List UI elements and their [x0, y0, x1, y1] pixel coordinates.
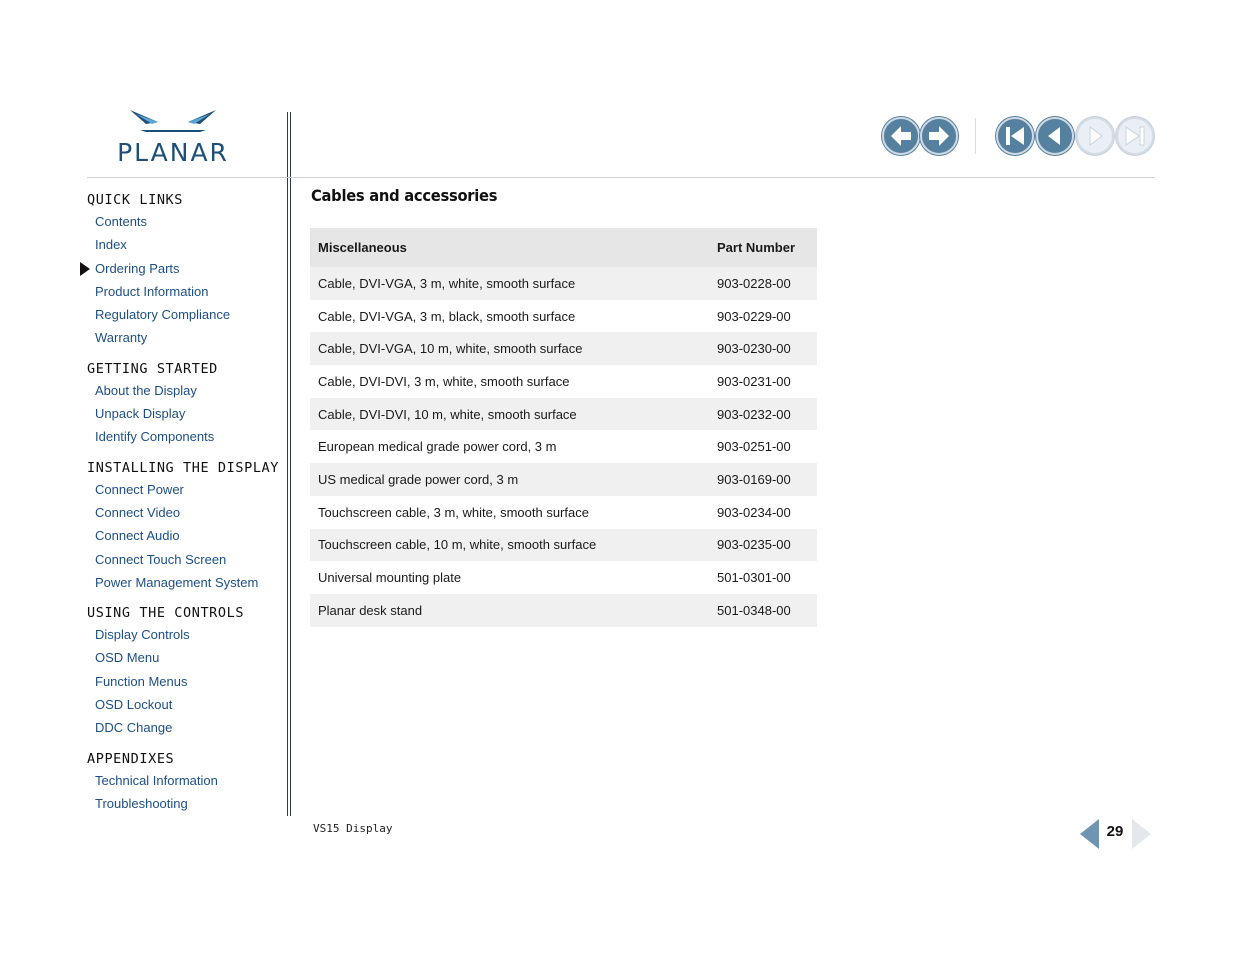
table-header [310, 228, 817, 267]
column-header-miscellaneous: Miscellaneous [318, 240, 407, 255]
forward-button[interactable] [920, 117, 958, 155]
sidebar-item-connect-touch-screen[interactable]: Connect Touch Screen [95, 551, 227, 567]
cell-part-number: 903-0228-00 [717, 275, 791, 291]
cell-part-number: 903-0229-00 [717, 308, 791, 324]
section-title: INSTALLING THE DISPLAY [87, 459, 280, 476]
table-row [310, 365, 817, 398]
sidebar-item-product-information[interactable]: Product Information [95, 283, 209, 299]
cell-part-number: 903-0251-00 [717, 439, 791, 455]
cell-part-number: 903-0232-00 [717, 406, 791, 422]
page-title: Cables and accessories [311, 186, 498, 205]
sidebar-item-technical-information[interactable]: Technical Information [95, 772, 218, 788]
table-row [310, 398, 817, 431]
sidebar-item-regulatory-compliance[interactable]: Regulatory Compliance [95, 307, 231, 323]
sidebar-item-unpack-display[interactable]: Unpack Display [95, 406, 186, 422]
cell-part-number: 903-0231-00 [717, 373, 791, 389]
cell-description: Cable, DVI-VGA, 10 m, white, smooth surface [318, 341, 583, 357]
cell-description: Planar desk stand [318, 602, 423, 618]
last-page-button[interactable] [1116, 117, 1154, 155]
sidebar-section-using-controls [87, 603, 282, 739]
cell-part-number: 903-0234-00 [717, 504, 791, 520]
table-row [310, 300, 817, 333]
sidebar-item-troubleshooting[interactable]: Troubleshooting [95, 795, 188, 811]
sidebar-divider [287, 112, 291, 816]
table-row [310, 463, 817, 496]
table-row [310, 594, 817, 627]
back-button[interactable] [882, 117, 920, 155]
sidebar-item-identify-components[interactable]: Identify Components [95, 429, 215, 445]
cell-description: Touchscreen cable, 10 m, white, smooth surface [318, 537, 597, 553]
logo-mark-icon [96, 108, 250, 142]
sidebar-item-ddc-change[interactable]: DDC Change [95, 720, 173, 736]
cell-part-number: 501-0348-00 [717, 602, 791, 618]
section-title: APPENDIXES [87, 750, 175, 767]
chevron-right-icon [1078, 119, 1112, 153]
parts-table [310, 228, 817, 627]
table-row [310, 332, 817, 365]
section-title: QUICK LINKS [87, 192, 184, 208]
sidebar-item-osd-menu[interactable]: OSD Menu [95, 650, 160, 666]
cell-description: Cable, DVI-DVI, 3 m, white, smooth surface [318, 373, 570, 389]
cell-description: Universal mounting plate [318, 570, 462, 586]
cell-part-number: 903-0169-00 [717, 471, 791, 487]
header-divider [87, 177, 1155, 178]
brand-name: PLANAR [117, 138, 229, 167]
sidebar-item-about-the-display[interactable]: About the Display [95, 382, 197, 398]
sidebar-item-display-controls[interactable]: Display Controls [95, 627, 190, 643]
cell-description: Cable, DVI-DVI, 10 m, white, smooth surface [318, 406, 577, 422]
cell-description: Cable, DVI-VGA, 3 m, white, smooth surface [318, 275, 576, 291]
arrow-left-icon [884, 119, 918, 153]
previous-page-button[interactable] [1036, 117, 1074, 155]
section-title: GETTING STARTED [87, 360, 218, 377]
next-page-button[interactable] [1076, 117, 1114, 155]
column-header-part-number: Part Number [717, 240, 796, 255]
table-row [310, 561, 817, 594]
page-number: 29 [1106, 823, 1124, 840]
sidebar-section-appendixes [87, 749, 282, 816]
sidebar-section-quick-links [87, 190, 282, 350]
cell-description: US medical grade power cord, 3 m [318, 471, 519, 487]
sidebar-item-contents[interactable]: Contents [95, 214, 148, 229]
cell-part-number: 903-0235-00 [717, 537, 791, 553]
sidebar-section-getting-started [87, 359, 282, 449]
sidebar-section-installing [87, 458, 282, 594]
section-title: USING THE CONTROLS [87, 605, 245, 622]
first-page-button[interactable] [996, 117, 1034, 155]
page-indicator [1080, 817, 1152, 851]
sidebar-item-ordering-parts-wrap [87, 257, 282, 280]
sidebar-item-connect-audio[interactable]: Connect Audio [95, 528, 180, 544]
first-page-icon [998, 119, 1032, 153]
document-name: VS15 Display [313, 822, 393, 835]
sidebar-item-function-menus[interactable]: Function Menus [95, 673, 188, 689]
sidebar-item-ordering-parts[interactable]: Ordering Parts [95, 260, 180, 276]
planar-logo [96, 108, 250, 168]
cell-part-number: 903-0230-00 [717, 341, 791, 357]
cell-description: Cable, DVI-VGA, 3 m, black, smooth surface [318, 308, 576, 324]
table-row [310, 496, 817, 529]
cell-part-number: 501-0301-00 [717, 570, 791, 586]
sidebar-item-index[interactable]: Index [95, 237, 127, 253]
cell-description: Touchscreen cable, 3 m, white, smooth surface [318, 504, 589, 520]
arrow-right-icon [922, 119, 956, 153]
toolbar-separator [975, 118, 976, 154]
chevron-left-icon [1038, 119, 1072, 153]
table-row [310, 430, 817, 463]
sidebar-item-warranty[interactable]: Warranty [95, 330, 148, 346]
sidebar-item-osd-lockout[interactable]: OSD Lockout [95, 697, 173, 713]
sidebar [87, 190, 282, 815]
sidebar-item-connect-power[interactable]: Connect Power [95, 481, 184, 497]
sidebar-item-power-management-system[interactable]: Power Management System [95, 574, 259, 590]
table-row [310, 529, 817, 562]
table-row [310, 267, 817, 300]
sidebar-item-connect-video[interactable]: Connect Video [95, 504, 181, 520]
last-page-icon [1118, 119, 1152, 153]
cell-description: European medical grade power cord, 3 m [318, 439, 557, 455]
